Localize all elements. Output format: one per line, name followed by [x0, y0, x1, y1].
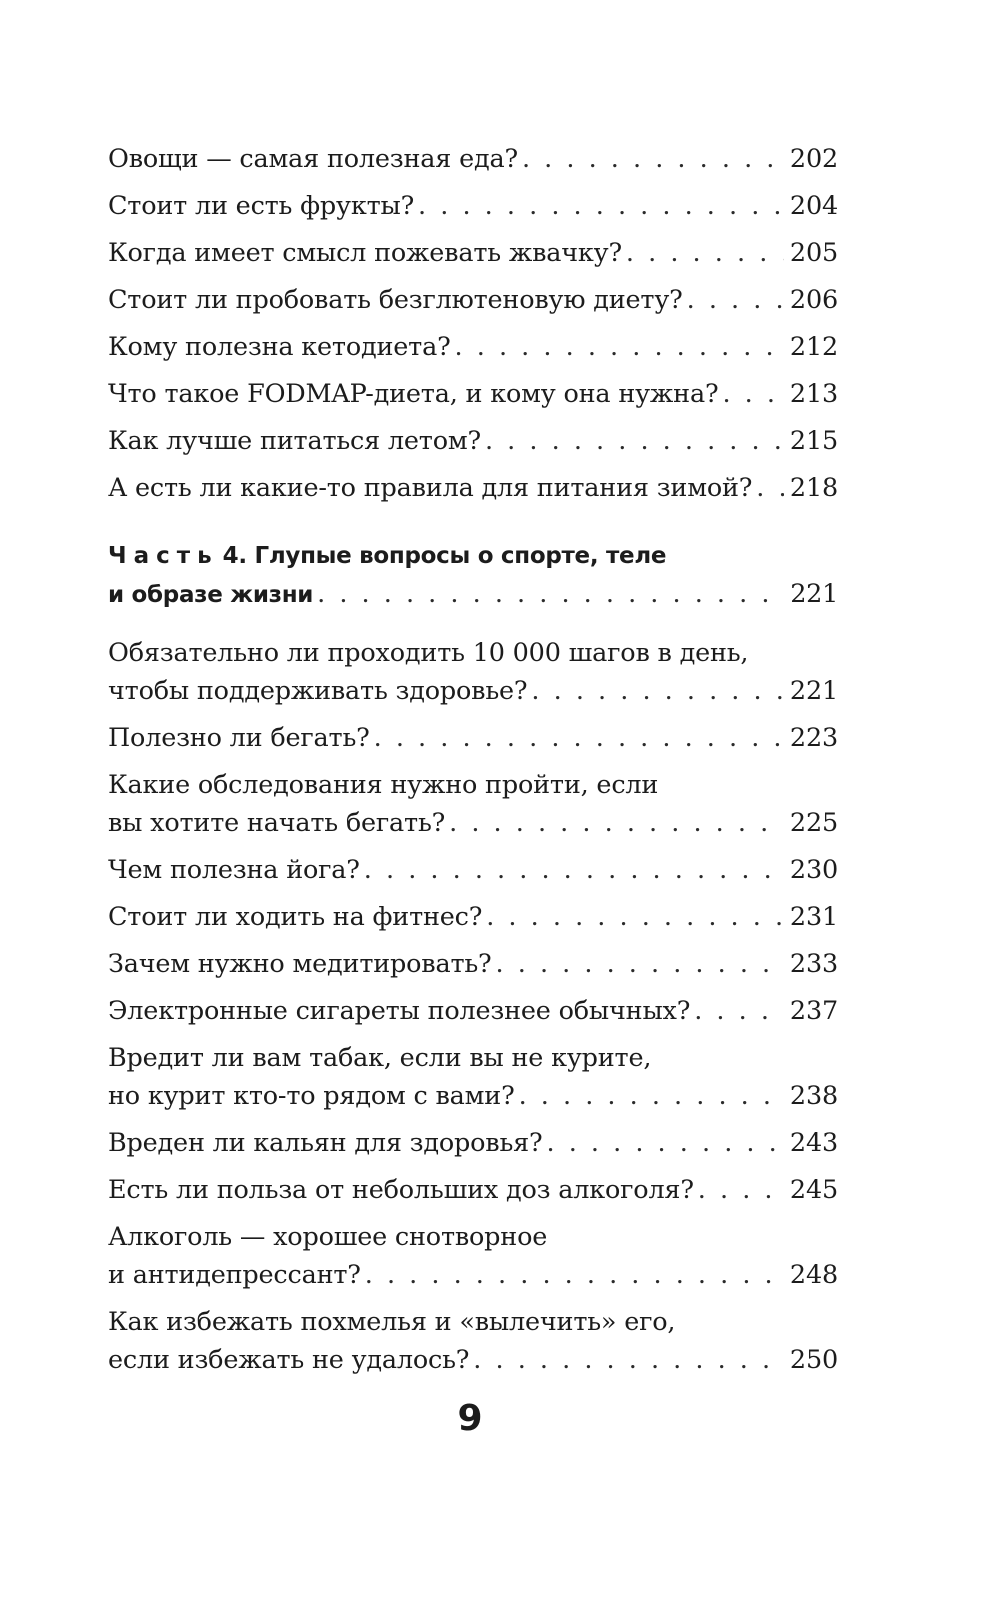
toc-entry-title: Овощи — самая полезная еда? — [108, 144, 518, 174]
dot-leader — [374, 719, 784, 757]
toc-entry-title: Электронные сигареты полезнее обычных? — [108, 996, 691, 1026]
toc-entry-title: если избежать не удалось? — [108, 1345, 470, 1375]
toc-entry-page: 205 — [789, 238, 838, 268]
toc-part-heading[interactable] — [108, 537, 838, 614]
toc-entry-page: 215 — [789, 426, 838, 456]
toc-entry-title: чтобы поддерживать здоровье? — [108, 676, 528, 706]
toc-entry[interactable] — [108, 1039, 838, 1115]
toc-entry-page: 243 — [789, 1128, 838, 1158]
toc-entry[interactable] — [108, 140, 838, 178]
dot-leader — [485, 422, 784, 460]
dot-leader — [698, 1171, 784, 1209]
toc-entry[interactable] — [108, 1303, 838, 1379]
toc-entry-title: Полезно ли бегать? — [108, 723, 370, 753]
toc-entry-title-line1: Как избежать похмелья и «вылечить» его, — [108, 1307, 676, 1337]
toc-entry[interactable] — [108, 187, 838, 225]
toc-entry[interactable] — [108, 375, 838, 413]
dot-leader — [317, 575, 784, 613]
toc-entry-title: Кому полезна кетодиета? — [108, 332, 451, 362]
toc-entry[interactable] — [108, 766, 838, 842]
toc-entry[interactable] — [108, 328, 838, 366]
toc-entry[interactable] — [108, 851, 838, 889]
toc-entry-page: 221 — [790, 579, 838, 609]
dot-leader — [522, 140, 784, 178]
toc-entry-title: Вреден ли кальян для здоровья? — [108, 1128, 543, 1158]
toc-entry-title: Зачем нужно медитировать? — [108, 949, 492, 979]
dot-leader — [626, 234, 784, 272]
dot-leader — [531, 672, 784, 710]
toc-entry-title: Что такое FODMAP-диета, и кому она нужна? — [108, 379, 719, 409]
toc-entry-page: 245 — [789, 1175, 838, 1205]
dot-leader — [486, 898, 784, 936]
part-title-line1: 4. Глупые вопросы о спорте, теле — [222, 543, 667, 569]
toc-entry-title-line1: Вредит ли вам табак, если вы не курите, — [108, 1043, 652, 1073]
toc-entry-page: 221 — [789, 676, 838, 706]
toc-entry[interactable] — [108, 234, 838, 272]
toc-entry-page: 237 — [789, 996, 838, 1026]
dot-leader — [473, 1341, 784, 1379]
toc-entry[interactable] — [108, 634, 838, 710]
toc-entry-title: и антидепрессант? — [108, 1260, 361, 1290]
table-of-contents — [108, 140, 838, 1388]
toc-entry[interactable] — [108, 1124, 838, 1162]
dot-leader — [547, 1124, 785, 1162]
toc-entry[interactable] — [108, 422, 838, 460]
toc-entry-page: 206 — [789, 285, 838, 315]
toc-entry-page: 212 — [789, 332, 838, 362]
toc-entry-page: 225 — [789, 808, 838, 838]
toc-entry[interactable] — [108, 1171, 838, 1209]
toc-entry-title: но курит кто-то рядом с вами? — [108, 1081, 515, 1111]
toc-entry-page: 231 — [789, 902, 838, 932]
dot-leader — [496, 945, 784, 983]
toc-entry-title-line1: Алкоголь — хорошее снотворное — [108, 1222, 548, 1252]
toc-entry-page: 233 — [789, 949, 838, 979]
toc-entry-page: 223 — [789, 723, 838, 753]
dot-leader — [418, 187, 784, 225]
toc-entry-title: Есть ли польза от небольших доз алкоголя? — [108, 1175, 694, 1205]
toc-entry-page: 202 — [789, 144, 838, 174]
toc-entry-title: Когда имеет смысл пожевать жвачку? — [108, 238, 622, 268]
toc-entry-page: 238 — [789, 1081, 838, 1111]
toc-entry-title: А есть ли какие-то правила для питания зимой? — [108, 473, 753, 503]
toc-entry[interactable] — [108, 719, 838, 757]
toc-entry-page: 204 — [789, 191, 838, 221]
dot-leader — [519, 1077, 784, 1115]
toc-entry-title-line1: Обязательно ли проходить 10 000 шагов в день, — [108, 638, 749, 668]
toc-entry-page: 248 — [789, 1260, 838, 1290]
part-label: Часть — [108, 543, 219, 569]
dot-leader — [455, 328, 784, 366]
toc-entry-title-line1: Какие обследования нужно пройти, если — [108, 770, 659, 800]
dot-leader — [364, 851, 784, 889]
dot-leader — [722, 375, 784, 413]
toc-entry-title: Стоит ли есть фрукты? — [108, 191, 415, 221]
toc-entry-title: Стоит ли ходить на фитнес? — [108, 902, 483, 932]
toc-entry-page: 213 — [789, 379, 838, 409]
toc-entry-title: Чем полезна йога? — [108, 855, 360, 885]
toc-entry[interactable] — [108, 281, 838, 319]
dot-leader — [756, 469, 784, 507]
toc-entry[interactable] — [108, 469, 838, 507]
dot-leader — [687, 281, 784, 319]
toc-entry[interactable] — [108, 992, 838, 1030]
toc-entry[interactable] — [108, 945, 838, 983]
toc-entry[interactable] — [108, 898, 838, 936]
toc-entry-title: вы хотите начать бегать? — [108, 808, 446, 838]
toc-entry-title: Как лучше питаться летом? — [108, 426, 481, 456]
part-title-line2: и образе жизни — [108, 582, 314, 608]
toc-entry[interactable] — [108, 1218, 838, 1294]
toc-entry-page: 218 — [789, 473, 838, 503]
dot-leader — [694, 992, 784, 1030]
toc-entry-title: Стоит ли пробовать безглютеновую диету? — [108, 285, 683, 315]
dot-leader — [365, 1256, 784, 1294]
toc-entry-page: 230 — [789, 855, 838, 885]
page-number: 9 — [457, 1398, 483, 1439]
dot-leader — [449, 804, 784, 842]
toc-entry-page: 250 — [789, 1345, 838, 1375]
